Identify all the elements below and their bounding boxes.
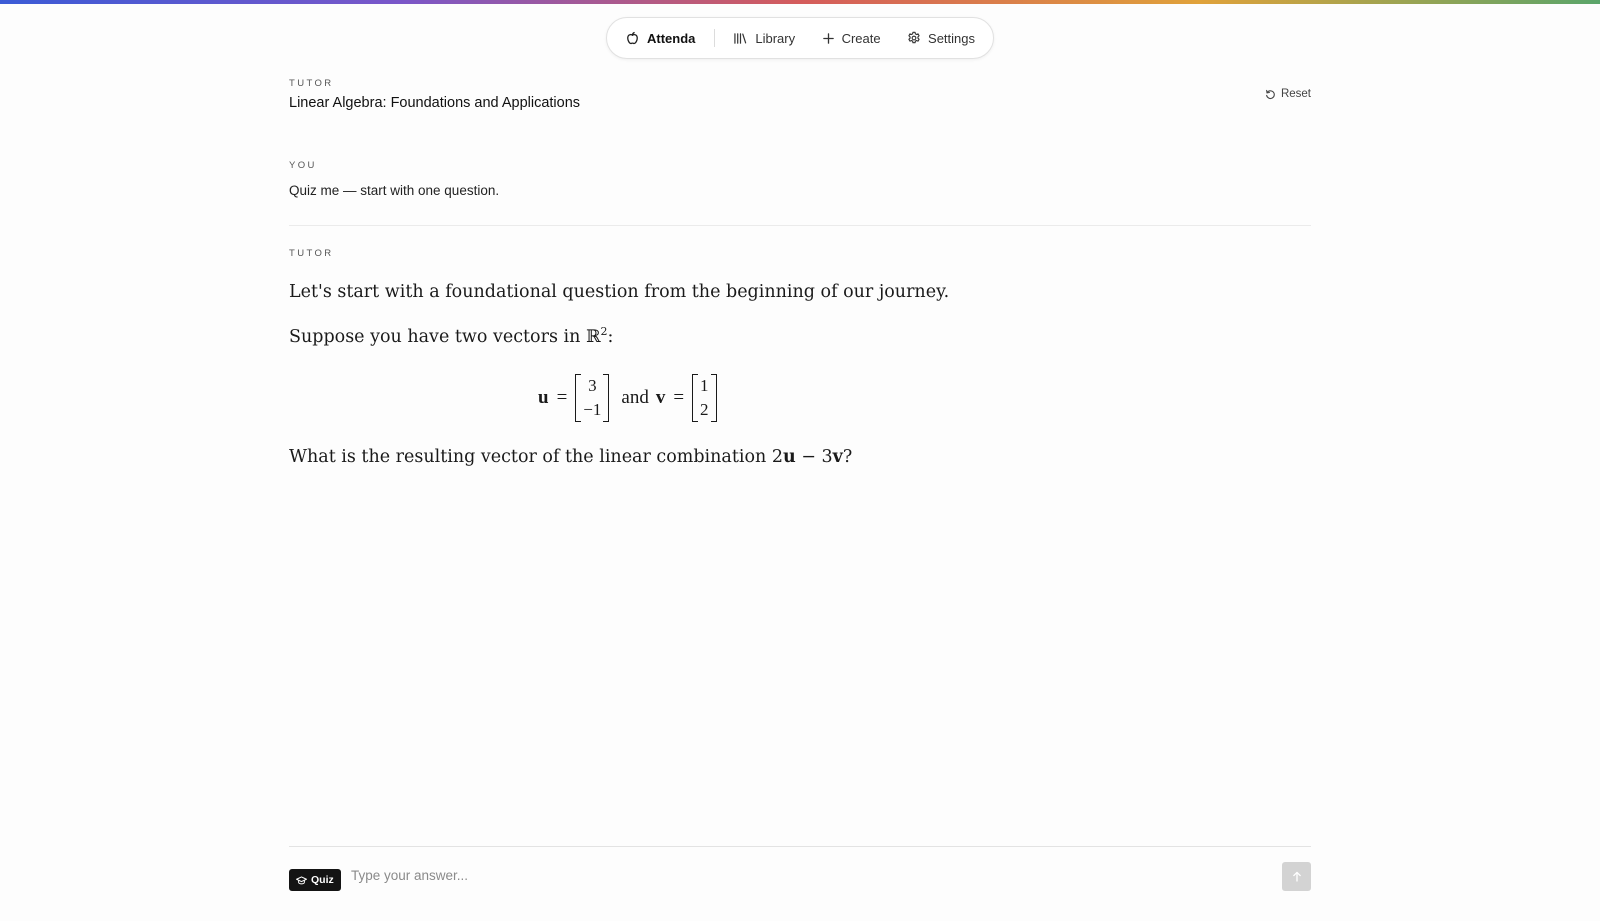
paragraph-punct: ? (842, 447, 853, 467)
header-eyebrow: TUTOR (289, 78, 334, 89)
conjunction-and: and (621, 387, 649, 408)
paragraph-text: Suppose you have two vectors in (289, 327, 586, 347)
nav-item-label: Create (841, 30, 881, 46)
vector-u-label: u (538, 387, 549, 408)
dimension-exponent: 2 (600, 325, 608, 338)
nav-brand-label: Attenda (647, 30, 696, 46)
reset-label: Reset (1280, 88, 1311, 100)
nav-item-library[interactable] (733, 31, 795, 46)
composer-divider (289, 846, 1311, 847)
page-title: Linear Algebra: Foundations and Applications (289, 95, 581, 111)
nav-brand-attenda[interactable] (625, 31, 695, 46)
vector-v-matrix (692, 374, 717, 422)
user-message: Quiz me — start with one question. (289, 183, 500, 198)
right-bracket (603, 374, 609, 422)
equals-sign: = (556, 387, 568, 408)
vector-definitions (538, 374, 717, 422)
vector-symbol: u (782, 447, 796, 467)
nav-item-label: Settings (928, 30, 976, 46)
reset-button[interactable] (1265, 88, 1311, 100)
minus-operator: − (795, 447, 822, 467)
user-message-eyebrow: YOU (289, 160, 317, 171)
tutor-paragraph-question (289, 447, 852, 467)
matrix-entry: 2 (700, 400, 709, 419)
quiz-mode-chip[interactable] (289, 869, 341, 891)
apple-icon (625, 31, 640, 46)
equals-sign: = (673, 387, 685, 408)
send-button[interactable] (1282, 862, 1311, 891)
quiz-mode-label: Quiz (311, 874, 334, 886)
paragraph-text: What is the resulting vector of the linear combination (289, 447, 772, 467)
tutor-paragraph-intro: Let's start with a foundational question from the beginning of our journey. (289, 282, 950, 302)
vector-v-label: v (655, 387, 666, 408)
tutor-paragraph-vectors (289, 327, 613, 347)
nav-item-settings[interactable] (907, 31, 975, 46)
message-divider (289, 225, 1311, 226)
arrow-up-icon (1292, 871, 1302, 882)
accent-gradient-bar (0, 0, 1600, 4)
matrix-entry: 3 (588, 376, 597, 395)
nav-separator (714, 29, 715, 47)
tutor-message-eyebrow: TUTOR (289, 248, 334, 259)
plus-icon (822, 32, 835, 45)
paragraph-punct: : (607, 327, 614, 347)
coefficient: 2 (771, 447, 783, 467)
vector-symbol: v (832, 447, 843, 467)
real-space-symbol: ℝ (585, 327, 601, 347)
library-icon (733, 32, 748, 45)
answer-input[interactable] (351, 862, 1251, 888)
vector-u-matrix (575, 374, 609, 422)
right-bracket (711, 374, 717, 422)
nav-item-label: Library (755, 30, 796, 46)
matrix-entry: −1 (583, 400, 602, 419)
matrix-entry: 1 (700, 376, 709, 395)
coefficient: 3 (821, 447, 833, 467)
gear-icon (907, 31, 921, 45)
graduation-cap-icon (296, 876, 307, 885)
nav-item-create[interactable] (822, 31, 881, 46)
reset-icon (1265, 89, 1276, 100)
top-navigation (606, 17, 994, 59)
